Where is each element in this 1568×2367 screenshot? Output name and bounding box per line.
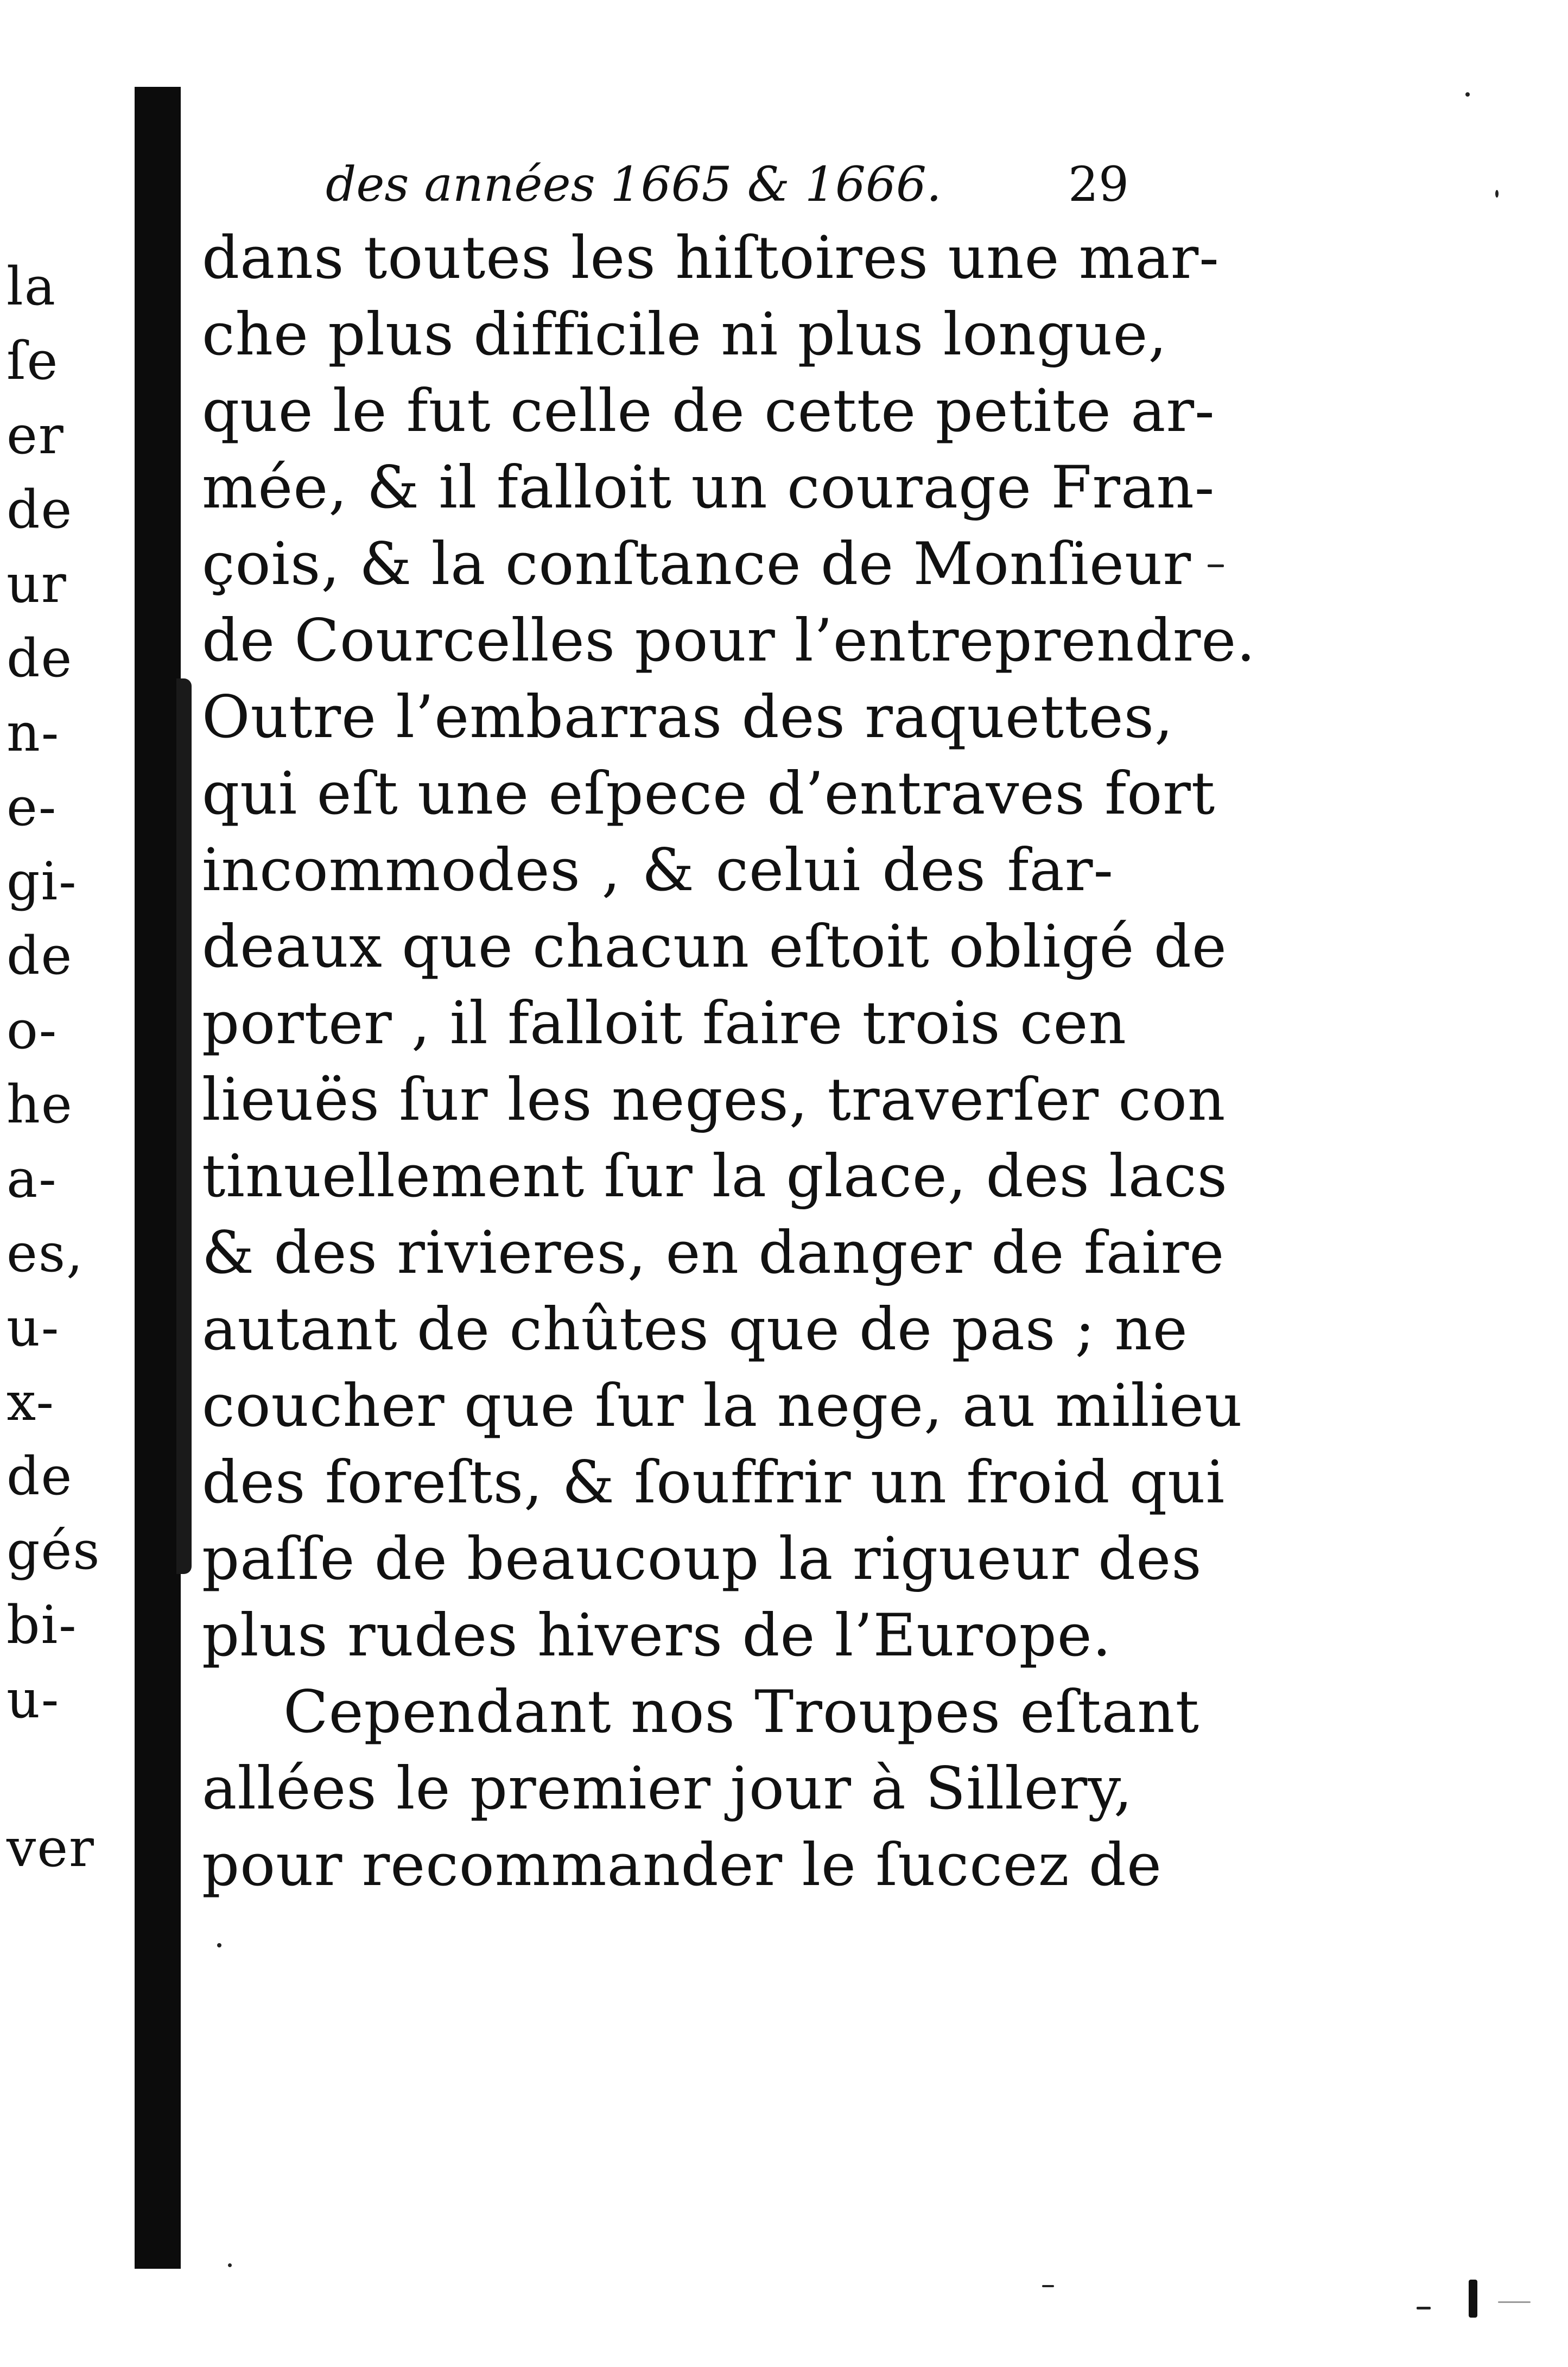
previous-page-fragment: u-: [7, 1297, 60, 1358]
previous-page-fragment: he: [7, 1074, 73, 1135]
text-line: deaux que chacun eſtoit obligé de: [202, 913, 1227, 981]
previous-page-fragment: es,: [7, 1223, 84, 1284]
text-line: çois, & la conſtance de Monſieur: [202, 530, 1192, 598]
text-line: tinuellement ſur la glace, des lacs: [202, 1143, 1228, 1210]
previous-page-fragment: u-: [7, 1669, 60, 1730]
previous-page-fragment: gi-: [7, 851, 78, 912]
text-line: plus rudes hivers de l’Europe.: [202, 1602, 1112, 1670]
text-line: pour recommander le ſuccez de: [202, 1831, 1162, 1899]
text-line: & des rivieres, en danger de faire: [202, 1219, 1225, 1287]
body-text: [202, 220, 1256, 1903]
previous-page-fragment: x-: [7, 1372, 55, 1432]
text-line: mée, & il falloit un courage Fran-: [202, 454, 1215, 522]
previous-page-fragment: de: [7, 628, 73, 689]
text-line: che plus difficile ni plus longue,: [202, 301, 1167, 369]
previous-page-fragment: de: [7, 925, 73, 986]
text-line: coucher que ſur la nege, au milieu: [202, 1372, 1243, 1440]
previous-page-fragment: ver: [7, 1818, 95, 1879]
binding-gutter-edge: [176, 678, 192, 1574]
text-line: paſſe de beaucoup la rigueur des: [202, 1525, 1202, 1593]
text-line: lieuës ſur les neges, traverſer con: [202, 1066, 1226, 1134]
binding-gutter-shadow: [135, 87, 181, 2269]
previous-page-fragment: ur: [7, 554, 67, 614]
previous-page-margin-column: [7, 250, 120, 1886]
previous-page-fragment: de: [7, 1446, 73, 1507]
page-number: 29: [1068, 156, 1129, 212]
previous-page-fragment: n-: [7, 702, 60, 763]
running-head-title: des années 1665 & 1666.: [326, 156, 942, 212]
previous-page-fragment: er: [7, 405, 65, 466]
previous-page-fragment: bi-: [7, 1595, 78, 1655]
text-line: autant de chûtes que de pas ; ne: [202, 1296, 1188, 1363]
text-line: qui eſt une eſpece d’entraves fort: [202, 760, 1216, 828]
text-line: de Courcelles pour l’entreprendre.: [202, 607, 1256, 675]
text-line: des foreſts, & ſouffrir un froid qui: [202, 1449, 1226, 1516]
text-line: allées le premier jour à Sillery,: [202, 1755, 1133, 1823]
text-line: Outre l’embarras des raquettes,: [202, 683, 1174, 751]
text-line: porter , il falloit faire trois cen: [202, 989, 1127, 1057]
text-line: que le fut celle de cette petite ar-: [202, 377, 1215, 445]
previous-page-fragment: gés: [7, 1520, 101, 1581]
previous-page-fragment: la: [7, 256, 56, 317]
previous-page-fragment: e-: [7, 777, 58, 837]
text-line: Cependant nos Troupes eſtant: [283, 1678, 1199, 1746]
text-line: incommodes , & celui des far-: [202, 836, 1114, 904]
text-line: dans toutes les hiſtoires une mar-: [202, 224, 1220, 292]
previous-page-fragment: de: [7, 479, 73, 540]
previous-page-fragment: o-: [7, 1000, 58, 1061]
running-header: [326, 147, 1129, 223]
previous-page-fragment: a-: [7, 1148, 58, 1209]
previous-page-fragment: ſe: [7, 331, 59, 391]
